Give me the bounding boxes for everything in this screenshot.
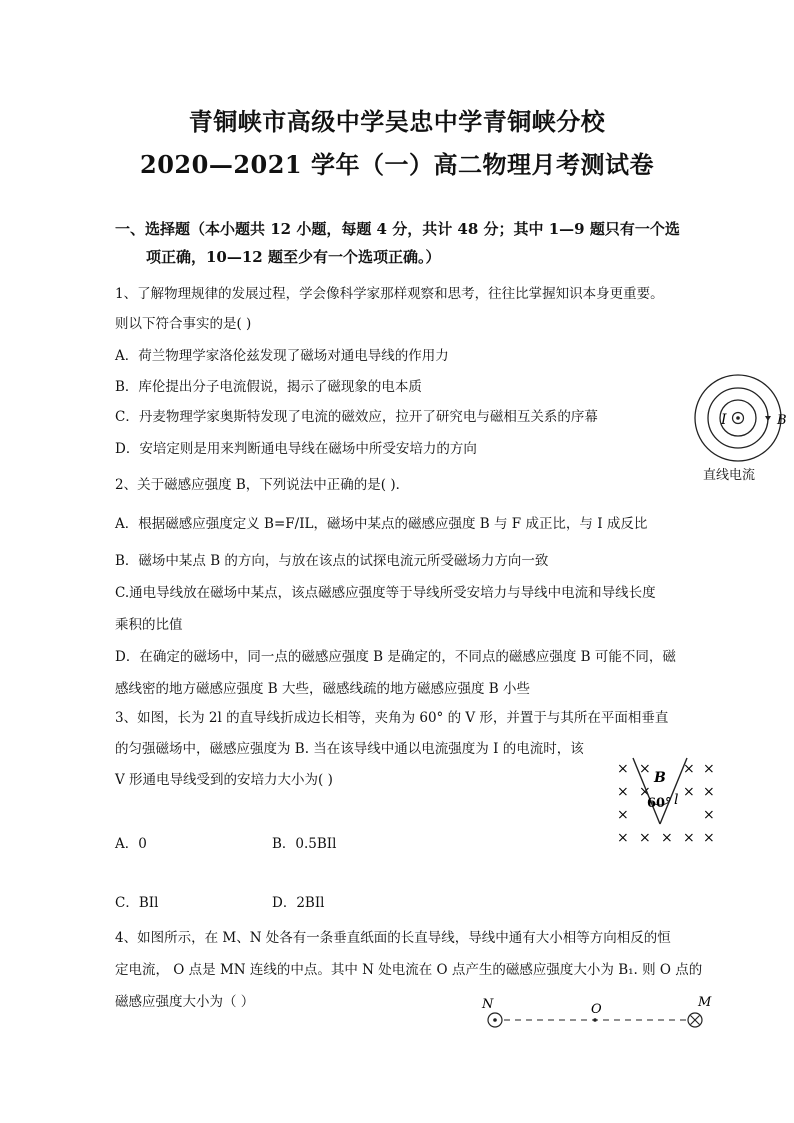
field-into-page-cross-icon: ×: [683, 830, 695, 846]
q1-option-c: C．丹麦物理学家奥斯特发现了电流的磁效应，拉开了研究电与磁相互关系的序幕: [115, 409, 598, 425]
field-into-page-cross-icon: ×: [639, 784, 651, 800]
field-into-page-cross-icon: ×: [683, 784, 695, 800]
field-into-page-cross-icon: ×: [617, 830, 629, 846]
q2-stem: 2、关于磁感应强度 B，下列说法中正确的是( )．: [115, 477, 410, 493]
q3-stem-line1: 3、如图，长为 2l 的直导线折成边长相等，夹角为 60° 的 V 形，并置于与其所在平面相垂直: [115, 710, 669, 726]
field-b-label: B: [654, 770, 666, 786]
field-into-page-cross-icon: ×: [617, 784, 629, 800]
q3-stem-line2: 的匀强磁场中，磁感应强度为 B. 当在该导线中通以电流强度为 I 的电流时，该: [115, 741, 584, 757]
q3-option-a: A．0: [115, 836, 147, 852]
midpoint-o-label: O: [591, 1002, 602, 1017]
q3-option-d: D．2BIl: [272, 895, 325, 911]
q2-option-c-line2: 乘积的比值: [115, 617, 183, 633]
q2-option-a: A．根据磁感应强度定义 B=F/IL，磁场中某点的磁感应强度 B 与 F 成正比，与 I 成反比: [115, 516, 648, 532]
wire-n-label: N: [482, 997, 494, 1012]
q1-option-a: A．荷兰物理学家洛伦兹发现了磁场对通电导线的作用力: [115, 348, 449, 364]
field-into-page-cross-icon: ×: [661, 830, 673, 846]
field-label: B: [777, 413, 787, 428]
q1-stem-line1: 1、了解物理规律的发展过程，学会像科学家那样观察和思考，往往比掌握知识本身更重要。: [115, 286, 664, 302]
q3-stem-line3: V 形通电导线受到的安培力大小为( ): [115, 772, 333, 788]
q2-option-c-line1: C.通电导线放在磁场中某点，该点磁感应强度等于导线所受安培力与导线中电流和导线长度: [115, 585, 656, 601]
section-heading-line2: 项正确，10—12 题至少有一个选项正确。）: [146, 248, 441, 266]
field-into-page-cross-icon: ×: [639, 761, 651, 777]
field-into-page-cross-icon: ×: [703, 807, 715, 823]
q2-option-d-line1: D．在确定的磁场中，同一点的磁感应强度 B 是确定的，不同点的磁感应强度 B 可能不同，磁: [115, 649, 676, 665]
wire-m-label: M: [698, 995, 712, 1010]
q1-option-b: B．库伦提出分子电流假说，揭示了磁现象的电本质: [115, 379, 422, 395]
section-heading-line1: 一、选择题（本小题共 12 小题，每题 4 分，共计 48 分；其中 1—9 题只有一个选: [115, 220, 680, 238]
field-into-page-cross-icon: ×: [703, 761, 715, 777]
q2-option-d-line2: 感线密的地方磁感应强度 B 大些，磁感线疏的地方磁感应强度 B 小些: [115, 681, 531, 697]
length-label: l: [674, 792, 679, 808]
field-into-page-cross-icon: ×: [703, 784, 715, 800]
field-into-page-cross-icon: ×: [683, 761, 695, 777]
q1-option-d: D．安培定则是用来判断通电导线在磁场中所受安培力的方向: [115, 441, 477, 457]
current-label: I: [721, 412, 727, 428]
q4-stem-line1: 4、如图所示，在 M、N 处各有一条垂直纸面的长直导线，导线中通有大小相等方向相反的恒: [115, 930, 671, 946]
straight-current-field-figure: [690, 372, 790, 464]
q1-stem-line2: 则以下符合事实的是( ): [115, 316, 252, 332]
q4-stem-line2: 定电流， O 点是 MN 连线的中点。其中 N 处电流在 O 点产生的磁感应强度大小为 B₁. 则 O 点的: [115, 962, 703, 978]
field-into-page-cross-icon: ×: [639, 830, 651, 846]
field-direction-arrow-icon: [765, 416, 771, 421]
q4-stem-line3: 磁感应强度大小为（ ）: [115, 994, 255, 1010]
q3-option-b: B．0.5BIl: [272, 836, 337, 852]
midpoint-o-dot: [593, 1018, 597, 1022]
two-wires-figure: [478, 994, 718, 1034]
exam-paper-title: 2020—2021 学年（一）高二物理月考测试卷: [140, 150, 654, 179]
field-into-page-cross-icon: ×: [617, 807, 629, 823]
q2-option-b: B．磁场中某点 B 的方向，与放在该点的试探电流元所受磁场力方向一致: [115, 553, 549, 569]
field-into-page-cross-icon: ×: [703, 830, 715, 846]
exam-school-title: 青铜峡市高级中学吴忠中学青铜峡分校: [188, 107, 606, 136]
field-into-page-cross-icon: ×: [617, 761, 629, 777]
angle-label: 60°: [647, 796, 672, 811]
q3-option-c: C．BIl: [115, 895, 159, 911]
figure-caption: 直线电流: [703, 468, 756, 483]
v-wire-magnetic-field-figure: [610, 752, 722, 848]
